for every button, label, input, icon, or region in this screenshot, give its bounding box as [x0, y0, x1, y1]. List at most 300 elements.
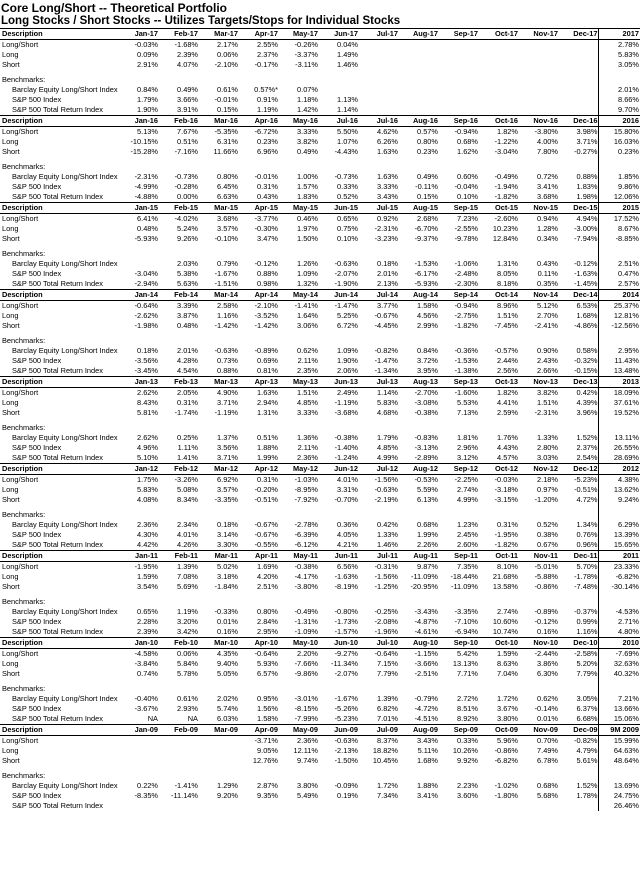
benchmark-monthly-return: 0.25%	[177, 433, 198, 442]
benchmark-monthly-return: 3.66%	[177, 95, 198, 104]
monthly-return: 0.04%	[337, 40, 358, 49]
monthly-return: 3.87%	[177, 311, 198, 320]
portfolio-row	[0, 224, 640, 234]
monthly-return: 10.26%	[452, 746, 478, 755]
benchmark-monthly-return: 4.05%	[337, 530, 358, 539]
monthly-return	[118, 746, 158, 756]
monthly-return: 4.62%	[377, 127, 398, 136]
benchmark-label: Barclay Equity Long/Short Index	[12, 85, 118, 94]
monthly-return: -0.20%	[254, 485, 278, 494]
month-header: Nov-15	[518, 203, 558, 214]
benchmark-monthly-return: 4.28%	[177, 356, 198, 365]
benchmark-monthly-return: 6.45%	[217, 182, 238, 191]
benchmark-monthly-return: -0.49%	[294, 607, 318, 616]
monthly-return: -8.19%	[334, 582, 358, 591]
benchmark-monthly-return: 0.18%	[217, 520, 238, 529]
monthly-return: 7.49%	[537, 746, 558, 755]
row-label: Long/Short	[2, 301, 39, 310]
monthly-return: -2.25%	[454, 475, 478, 484]
benchmark-monthly-return	[358, 85, 398, 95]
monthly-return: -7.48%	[574, 582, 598, 591]
benchmark-monthly-return: 2.54%	[576, 453, 598, 462]
benchmark-monthly-return: -0.09%	[334, 781, 358, 790]
benchmark-monthly-return	[238, 801, 278, 811]
row-label: Short	[2, 408, 20, 417]
month-header: Jun-14	[318, 290, 358, 301]
benchmark-monthly-return: 2.80%	[537, 443, 558, 452]
monthly-return: -2.58%	[574, 649, 598, 658]
monthly-return: 0.49%	[297, 147, 318, 156]
portfolio-row	[0, 40, 640, 51]
monthly-return: 6.92%	[217, 475, 238, 484]
annual-return: -6.82%	[598, 572, 640, 582]
monthly-return: 5.02%	[217, 562, 238, 571]
benchmark-monthly-return: -3.67%	[134, 704, 158, 713]
month-header: Oct-12	[478, 464, 518, 475]
benchmark-monthly-return: -0.11%	[415, 182, 438, 191]
monthly-return	[158, 736, 198, 747]
benchmark-monthly-return: -0.28%	[174, 182, 198, 191]
monthly-return: -11.09%	[451, 582, 478, 591]
benchmark-monthly-return: 0.15%	[217, 105, 238, 114]
month-header: Jun-11	[318, 551, 358, 562]
monthly-return: -3.26%	[174, 475, 198, 484]
benchmark-monthly-return: 1.09%	[297, 269, 318, 278]
row-label: Short	[2, 321, 20, 330]
benchmark-monthly-return: -0.89%	[534, 607, 558, 616]
benchmark-monthly-return: 1.34%	[576, 520, 598, 529]
monthly-return: -0.27%	[574, 147, 598, 156]
monthly-return: 0.31%	[177, 398, 198, 407]
annual-return: 13.62%	[598, 485, 640, 495]
monthly-return: 3.31%	[337, 485, 358, 494]
monthly-return: 0.48%	[177, 321, 198, 330]
monthly-return: -0.17%	[254, 60, 278, 69]
monthly-return: 6.31%	[217, 137, 238, 146]
monthly-return: -0.53%	[414, 475, 438, 484]
benchmark-monthly-return: -1.80%	[494, 791, 518, 800]
benchmark-monthly-return	[518, 95, 558, 105]
monthly-return: 5.78%	[177, 669, 198, 678]
monthly-return: 8.63%	[497, 659, 518, 668]
benchmark-monthly-return: 5.68%	[537, 791, 558, 800]
benchmark-monthly-return: 1.90%	[137, 105, 158, 114]
benchmark-monthly-return: 0.61%	[217, 85, 238, 94]
month-header: Jul-11	[358, 551, 398, 562]
benchmark-monthly-return	[318, 85, 358, 95]
benchmark-monthly-return: 0.52%	[337, 192, 358, 201]
benchmark-monthly-return: 0.65%	[137, 607, 158, 616]
benchmark-monthly-return: -2.89%	[414, 453, 438, 462]
benchmark-monthly-return: 0.43%	[257, 192, 278, 201]
description-header: Description	[0, 551, 118, 562]
row-label: Short	[2, 495, 20, 504]
benchmark-monthly-return: 2.84%	[257, 617, 278, 626]
benchmark-monthly-return: 1.26%	[297, 259, 318, 268]
annual-return: 5.83%	[598, 50, 640, 60]
monthly-return: -2.31%	[534, 408, 558, 417]
monthly-return: 5.12%	[537, 301, 558, 310]
annual-return: 17.52%	[598, 214, 640, 225]
monthly-return	[518, 60, 558, 70]
benchmark-label: S&P 500 Index	[12, 269, 62, 278]
monthly-return: -1.42%	[214, 321, 238, 330]
benchmark-annual-return: 13.11%	[598, 433, 640, 443]
monthly-return: 8.43%	[137, 398, 158, 407]
monthly-return: 2.94%	[257, 398, 278, 407]
monthly-return: -0.67%	[374, 311, 398, 320]
benchmark-label: Barclay Equity Long/Short Index	[12, 172, 118, 181]
benchmark-monthly-return: 2.01%	[177, 346, 198, 355]
monthly-return: -5.93%	[134, 234, 158, 243]
month-header: Feb-17	[158, 29, 198, 40]
month-header: Jul-12	[358, 464, 398, 475]
benchmark-row	[0, 356, 640, 366]
benchmark-monthly-return: 0.22%	[137, 781, 158, 790]
month-header: Aug-17	[398, 29, 438, 40]
month-header: Sep-12	[438, 464, 478, 475]
monthly-return: -1.03%	[294, 475, 318, 484]
benchmark-monthly-return: 2.96%	[457, 443, 478, 452]
benchmark-monthly-return: -5.93%	[414, 279, 438, 288]
benchmark-monthly-return: -0.55%	[254, 540, 278, 549]
benchmark-monthly-return: 1.32%	[297, 279, 318, 288]
benchmark-monthly-return: 1.88%	[257, 443, 278, 452]
benchmark-row	[0, 694, 640, 704]
benchmark-row	[0, 105, 640, 116]
monthly-return	[398, 40, 438, 51]
monthly-return: -0.51%	[254, 495, 278, 504]
monthly-return: -0.70%	[334, 495, 358, 504]
benchmark-monthly-return: 0.90%	[537, 346, 558, 355]
benchmark-label: S&P 500 Index	[12, 443, 62, 452]
monthly-return: 0.06%	[217, 50, 238, 59]
benchmark-monthly-return: 2.23%	[457, 781, 478, 790]
monthly-return: 3.82%	[537, 388, 558, 397]
benchmark-monthly-return: 3.68%	[537, 192, 558, 201]
month-header: Jan-09	[118, 725, 158, 736]
month-header: Mar-15	[198, 203, 238, 214]
benchmarks-label: Benchmarks:	[2, 75, 46, 84]
month-header: Feb-09	[158, 725, 198, 736]
portfolio-row	[0, 659, 640, 669]
monthly-return: -9.37%	[414, 234, 438, 243]
benchmark-row	[0, 530, 640, 540]
section-header-row	[0, 551, 640, 562]
benchmark-monthly-return: 0.62%	[537, 694, 558, 703]
month-header: Dec-14	[558, 290, 598, 301]
benchmark-annual-return: 13.69%	[598, 781, 640, 791]
benchmark-monthly-return: 1.39%	[377, 694, 398, 703]
benchmark-monthly-return: 0.79%	[217, 259, 238, 268]
monthly-return: 6.78%	[537, 756, 558, 765]
year-header: 2014	[598, 290, 640, 301]
benchmark-row	[0, 366, 640, 377]
benchmark-monthly-return: 0.99%	[576, 617, 598, 626]
monthly-return: 1.16%	[217, 311, 238, 320]
benchmark-monthly-return: 3.60%	[457, 791, 478, 800]
benchmark-monthly-return: 0.58%	[576, 346, 598, 355]
portfolio-row	[0, 756, 640, 766]
benchmark-monthly-return: -1.53%	[414, 259, 438, 268]
benchmark-monthly-return: 0.67%	[537, 540, 558, 549]
benchmark-annual-return: 0.47%	[598, 269, 640, 279]
benchmark-monthly-return	[198, 801, 238, 811]
month-header: Feb-13	[158, 377, 198, 388]
month-header: Jan-15	[118, 203, 158, 214]
monthly-return: -3.52%	[254, 311, 278, 320]
benchmark-monthly-return: 5.10%	[137, 453, 158, 462]
annual-return: -8.85%	[598, 234, 640, 244]
month-header: Jun-17	[318, 29, 358, 40]
benchmark-row	[0, 269, 640, 279]
monthly-return: 2.17%	[217, 40, 238, 49]
monthly-return: 0.23%	[257, 137, 278, 146]
monthly-return	[518, 50, 558, 60]
monthly-return: -18.44%	[450, 572, 478, 581]
monthly-return: 12.84%	[492, 234, 518, 243]
monthly-return: -0.82%	[574, 736, 598, 745]
monthly-return: 2.68%	[417, 214, 438, 223]
benchmark-monthly-return: -1.90%	[334, 279, 358, 288]
month-header: Jul-16	[318, 116, 358, 127]
month-header: Jul-15	[358, 203, 398, 214]
benchmark-monthly-return: -1.51%	[214, 279, 238, 288]
monthly-return: -8.95%	[294, 485, 318, 494]
benchmark-monthly-return: 4.21%	[337, 540, 358, 549]
monthly-return: -1.98%	[134, 321, 158, 330]
section-header-row	[0, 29, 640, 40]
month-header: May-09	[278, 725, 318, 736]
monthly-return: -2.13%	[334, 746, 358, 755]
benchmark-monthly-return	[518, 105, 558, 116]
benchmark-row	[0, 801, 640, 811]
benchmark-monthly-return: -0.79%	[414, 694, 438, 703]
benchmark-monthly-return	[358, 105, 398, 116]
monthly-return: 7.15%	[377, 659, 398, 668]
benchmark-monthly-return: 2.95%	[257, 627, 278, 636]
monthly-return: -2.44%	[534, 649, 558, 658]
monthly-return: -4.86%	[574, 321, 598, 330]
monthly-return: -1.82%	[454, 321, 478, 330]
benchmarks-label: Benchmarks:	[2, 597, 46, 606]
section-header-row	[0, 203, 640, 214]
benchmark-monthly-return: 0.35%	[537, 279, 558, 288]
monthly-return: 2.37%	[257, 50, 278, 59]
monthly-return: 1.69%	[257, 562, 278, 571]
monthly-return: 7.13%	[457, 408, 478, 417]
monthly-return: -9.86%	[294, 669, 318, 678]
monthly-return: 0.65%	[337, 214, 358, 223]
month-header: Apr-16	[238, 116, 278, 127]
benchmark-row	[0, 791, 640, 801]
monthly-return: 1.58%	[417, 301, 438, 310]
benchmark-monthly-return: 8.92%	[457, 714, 478, 723]
annual-return: 18.09%	[598, 388, 640, 399]
row-label: Long	[2, 746, 19, 755]
benchmark-monthly-return: 1.81%	[457, 433, 478, 442]
benchmarks-label: Benchmarks:	[2, 510, 46, 519]
benchmark-monthly-return: 0.19%	[337, 791, 358, 800]
benchmark-monthly-return: 1.52%	[576, 433, 598, 442]
monthly-return: 0.48%	[137, 224, 158, 233]
benchmark-monthly-return: 3.42%	[177, 627, 198, 636]
monthly-return: -1.68%	[174, 40, 198, 49]
monthly-return	[438, 40, 478, 51]
monthly-return: 6.41%	[137, 214, 158, 223]
month-header: Sep-13	[438, 377, 478, 388]
benchmark-monthly-return: 2.11%	[297, 356, 318, 365]
monthly-return: 6.56%	[337, 562, 358, 571]
monthly-return: -1.19%	[334, 398, 358, 407]
benchmark-annual-return: 13.48%	[598, 366, 640, 377]
benchmark-annual-return: -4.53%	[598, 607, 640, 617]
benchmark-monthly-return: 10.60%	[492, 617, 518, 626]
monthly-return: 5.70%	[576, 562, 598, 571]
month-header: Dec-12	[558, 464, 598, 475]
monthly-return: 1.39%	[177, 562, 198, 571]
monthly-return: -0.38%	[414, 408, 438, 417]
benchmark-annual-return: 12.06%	[598, 192, 640, 203]
monthly-return: 4.20%	[257, 572, 278, 581]
benchmark-monthly-return: -5.23%	[334, 714, 358, 723]
benchmark-row	[0, 453, 640, 464]
benchmark-annual-return: 13.66%	[598, 704, 640, 714]
benchmark-monthly-return: 1.88%	[417, 781, 438, 790]
monthly-return: 3.54%	[137, 582, 158, 591]
monthly-return: 9.74%	[297, 756, 318, 765]
monthly-return: 4.07%	[177, 60, 198, 69]
row-label: Short	[2, 60, 20, 69]
row-label: Long	[2, 224, 19, 233]
monthly-return: 0.33%	[457, 736, 478, 745]
benchmark-monthly-return: 0.62%	[297, 346, 318, 355]
benchmark-row	[0, 259, 640, 269]
monthly-return: -7.45%	[494, 321, 518, 330]
row-label: Long/Short	[2, 562, 39, 571]
month-header: Jan-10	[118, 638, 158, 649]
benchmark-label: S&P 500 Total Return Index	[12, 192, 103, 201]
row-label: Long/Short	[2, 127, 39, 136]
month-header: Jan-17	[118, 29, 158, 40]
benchmark-monthly-return: -1.73%	[334, 617, 358, 626]
benchmark-monthly-return: -4.87%	[414, 617, 438, 626]
benchmark-monthly-return	[518, 801, 558, 811]
monthly-return: 0.51%	[177, 137, 198, 146]
year-header: 2011	[598, 551, 640, 562]
benchmark-monthly-return: 0.84%	[417, 346, 438, 355]
monthly-return: -9.78%	[454, 234, 478, 243]
month-header: Oct-16	[478, 116, 518, 127]
monthly-return: 1.51%	[497, 311, 518, 320]
monthly-return: 4.99%	[457, 495, 478, 504]
row-label: Long	[2, 398, 19, 407]
monthly-return: -1.41%	[294, 301, 318, 310]
monthly-return: 8.37%	[377, 736, 398, 745]
monthly-return: 5.42%	[457, 649, 478, 658]
portfolio-row	[0, 398, 640, 408]
month-header: May-15	[278, 203, 318, 214]
monthly-return: 4.68%	[377, 408, 398, 417]
year-header: 2012	[598, 464, 640, 475]
portfolio-row	[0, 321, 640, 331]
monthly-return	[478, 60, 518, 70]
monthly-return: -0.64%	[134, 301, 158, 310]
monthly-return: 0.34%	[537, 234, 558, 243]
month-header: Apr-17	[238, 29, 278, 40]
benchmark-annual-return: 2.51%	[598, 259, 640, 269]
benchmark-monthly-return: -1.40%	[334, 443, 358, 452]
benchmarks-label-row	[0, 597, 640, 607]
benchmark-monthly-return	[118, 801, 158, 811]
benchmark-monthly-return: -2.48%	[454, 269, 478, 278]
benchmark-label: S&P 500 Total Return Index	[12, 540, 103, 549]
monthly-return: -4.58%	[134, 649, 158, 658]
monthly-return: 3.57%	[217, 485, 238, 494]
month-header: Aug-16	[398, 116, 438, 127]
benchmark-monthly-return: 1.16%	[576, 627, 598, 636]
month-header: Oct-17	[478, 29, 518, 40]
benchmark-monthly-return: -0.01%	[214, 95, 238, 104]
monthly-return: -11.09%	[411, 572, 438, 581]
benchmark-monthly-return: 3.80%	[297, 781, 318, 790]
benchmark-monthly-return: -0.63%	[214, 346, 238, 355]
benchmark-monthly-return: 0.43%	[537, 259, 558, 268]
benchmark-monthly-return: 0.91%	[257, 95, 278, 104]
monthly-return: 0.94%	[537, 214, 558, 223]
month-header: Jul-16	[358, 116, 398, 127]
monthly-return: -1.56%	[374, 572, 398, 581]
benchmark-label: Barclay Equity Long/Short Index	[12, 781, 118, 790]
benchmarks-label-row	[0, 75, 640, 85]
monthly-return: 0.23%	[417, 147, 438, 156]
benchmark-monthly-return: 3.33%	[377, 182, 398, 191]
row-label: Long/Short	[2, 214, 39, 223]
monthly-return: 5.81%	[137, 408, 158, 417]
month-header: Jan-14	[118, 290, 158, 301]
annual-return: -12.56%	[598, 321, 640, 331]
benchmark-monthly-return: 0.49%	[417, 172, 438, 181]
benchmark-monthly-return	[398, 801, 438, 811]
benchmark-label: S&P 500 Index	[12, 617, 62, 626]
month-header: Dec-11	[558, 551, 598, 562]
benchmark-monthly-return: NA	[147, 714, 158, 723]
benchmarks-label-row	[0, 771, 640, 781]
benchmark-monthly-return: -2.07%	[334, 269, 358, 278]
benchmark-monthly-return: 1.72%	[497, 694, 518, 703]
benchmark-monthly-return: -3.45%	[134, 366, 158, 375]
monthly-return: -1.20%	[534, 495, 558, 504]
monthly-return: -3.68%	[334, 408, 358, 417]
benchmark-monthly-return: 1.41%	[177, 453, 198, 462]
benchmark-monthly-return: -0.73%	[334, 172, 358, 181]
benchmark-monthly-return: 2.45%	[457, 530, 478, 539]
monthly-return: 6.30%	[537, 669, 558, 678]
benchmark-annual-return: 9.86%	[598, 182, 640, 192]
monthly-return: 3.33%	[297, 127, 318, 136]
monthly-return: -3.71%	[254, 736, 278, 745]
benchmark-monthly-return: -0.25%	[374, 607, 398, 616]
monthly-return: 1.64%	[297, 311, 318, 320]
benchmark-label: Barclay Equity Long/Short Index	[12, 346, 118, 355]
benchmark-monthly-return: -1.95%	[494, 530, 518, 539]
monthly-return: -9.27%	[334, 649, 358, 658]
monthly-return: 0.92%	[377, 214, 398, 223]
benchmark-monthly-return: 7.34%	[377, 791, 398, 800]
benchmarks-label: Benchmarks:	[2, 771, 46, 780]
monthly-return: 0.80%	[417, 137, 438, 146]
benchmark-annual-return: 2.57%	[598, 279, 640, 290]
